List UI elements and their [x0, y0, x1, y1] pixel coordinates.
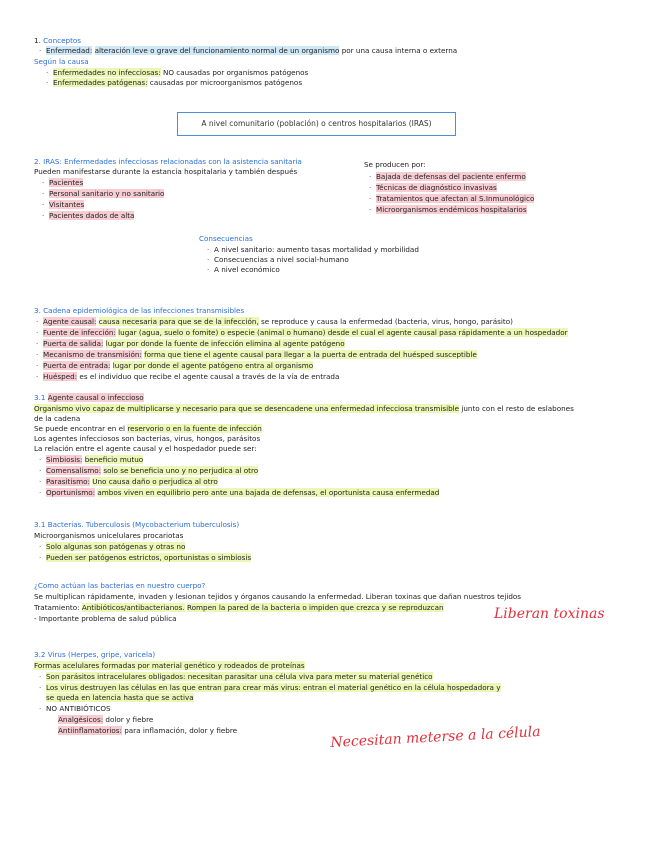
s2-right-item [376, 205, 527, 214]
s31-p2b: reservorio o en la fuente de infección [127, 424, 262, 433]
s2-title: 2. IRAS: Enfermedades infecciosas relacionadas con la asistencia sanitaria [34, 157, 302, 166]
rel-term: Parasitismo: [46, 477, 90, 486]
q-p2 [34, 603, 444, 612]
cons-title: Consecuencias [199, 234, 253, 243]
chain-def: causa necesaria para que se de la infección, [98, 317, 259, 326]
chain-def: lugar por donde la fuente de infección elimina al agente patógeno [105, 339, 345, 348]
pat-def: causadas por microorganismos patógenos [149, 78, 303, 87]
bact-item-text: Solo algunas son patógenas y otras no [46, 542, 186, 551]
s2-left-item [49, 178, 83, 187]
noinf-line [53, 68, 308, 77]
s1-num: 1. [34, 36, 41, 45]
s31-p4: La relación entre el agente causal y el hospedador puede ser: [34, 444, 257, 453]
rel-item [46, 455, 143, 464]
chain-term: Puerta de entrada: [43, 361, 111, 370]
cons-item: · A nivel económico [214, 265, 280, 274]
bact-title: 3.1 Bacterias. Tuberculosis (Mycobacterium tuberculosis) [34, 520, 240, 529]
left-item-text: Pacientes dados de alta [49, 211, 135, 220]
right-item-text: Microorganismos endémicos hospitalarios [376, 205, 527, 214]
q-p1: Se multiplican rápidamente, invaden y lesionan tejidos y órganos causando la enfermedad. Liberan toxinas que dañan nuestros tejidos [34, 592, 522, 601]
s31-p1 [34, 404, 574, 413]
virus-p1-text: Formas acelulares formadas por material genético y rodeados de proteínas [34, 661, 305, 670]
left-item-text: Pacientes [49, 178, 84, 187]
q-p2-def: Rompen la pared de la bacteria o impiden que crezca y se reproduzcan [186, 603, 444, 612]
s31-p2a: Se puede encontrar en el [34, 424, 126, 433]
pat-line [53, 78, 302, 87]
right-item-text: Tratamientos que afectan al S.Inmunológico [376, 194, 535, 203]
noinf-def: NO causadas por organismos patógenos [162, 68, 309, 77]
q-title: ¿Como actúan las bacterias en nuestro cuerpo? [34, 581, 206, 590]
bact-item-text: Pueden ser patógenos estrictos, oportunistas o simbiosis [46, 553, 252, 562]
chain-rest: se reproduce y causa la enfermedad (bacteria, virus, hongo, parásito) [261, 317, 513, 326]
bact-item [46, 553, 251, 562]
chain-def: lugar por donde el agente patógeno entra al organismo [112, 361, 314, 370]
no-antibioticos: · NO ANTIBIÓTICOS [46, 704, 111, 713]
virus-item-text: se queda en latencia hasta que se activa [46, 693, 194, 702]
s31-title: Agente causal o infeccioso [47, 393, 144, 402]
rel-item [46, 466, 258, 475]
left-item-text: Visitantes [49, 200, 85, 209]
q-p2-mid: Antibióticos/antibacterianos. [81, 603, 185, 612]
s31-p1b: de la cadena [34, 414, 81, 423]
virus-item-cont [46, 693, 194, 702]
enf-tail: por una causa interna o externa [341, 46, 458, 55]
rel-def: Uno causa daño o perjudica al otro [92, 477, 218, 486]
virus-sub [58, 715, 153, 724]
s1-title: Conceptos [43, 36, 82, 45]
rel-def: beneficio mutuo [84, 455, 144, 464]
s31-num: 3.1 [34, 393, 46, 402]
virus-title: 3.2 Virus (Herpes, gripe, varicela) [34, 650, 156, 659]
s2-right-item [376, 183, 497, 192]
rel-item [46, 488, 439, 497]
s2-intro: Pueden manifestarse durante la estancia hospitalaria y también después [34, 167, 298, 176]
s1-enfermedad [46, 46, 457, 55]
chain-item [43, 328, 568, 337]
s1-heading [34, 36, 81, 45]
chain-term: Agente causal: [43, 317, 97, 326]
sub-term: Analgésicos: [58, 715, 104, 724]
chain-term: Puerta de salida: [43, 339, 104, 348]
s2-right-item [376, 172, 526, 181]
s2-left-item [49, 211, 134, 220]
nivel-box: A nivel comunitario (población) o centros hospitalarios (IRAS) [177, 112, 456, 136]
q-p3: - Importante problema de salud pública [34, 614, 177, 623]
chain-def: es el individuo que recibe el agente causal a través de la vía de entrada [79, 372, 340, 381]
chain-def: lugar (agua, suelo o fomite) o especie (animal o humano) desde el cual el agente causal pasa rápidamente a un hospedador [118, 328, 568, 337]
chain-item [43, 317, 513, 326]
rel-term: Oportunismo: [46, 488, 96, 497]
enf-term: Enfermedad: [46, 46, 93, 55]
virus-item [46, 683, 501, 692]
s31-p1-hl: Organismo vivo capaz de multiplicarse y necesario para que se desencadene una enfermedad infecciosa transmisible [34, 404, 460, 413]
virus-item-text: Son parásitos intracelulares obligados: necesitan parasitar una célula viva para meter su material genético [46, 672, 433, 681]
noinf-term: Enfermedades no infecciosas: [53, 68, 161, 77]
s2-left-item [49, 189, 164, 198]
sub-def: dolor y fiebre [105, 715, 154, 724]
virus-item-text: Los virus destruyen las células en las que entran para crear más virus: entran el material genético en la célula hospedadora y [46, 683, 501, 692]
rel-def: ambos viven en equilibrio pero ante una bajada de defensas, el oportunista causa enfermedad [97, 488, 440, 497]
s31-p1-tail: junto con el resto de eslabones [461, 404, 574, 413]
cons-item: · A nivel sanitario: aumento tasas mortalidad y morbilidad [214, 245, 419, 254]
s31-p2 [34, 424, 262, 433]
virus-sub [58, 726, 237, 735]
handwritten-note-toxinas: Liberan toxinas [494, 606, 605, 622]
chain-term: Mecanismo de transmisión: [43, 350, 142, 359]
pat-term: Enfermedades patógenas: [53, 78, 148, 87]
s2-right-item [376, 194, 534, 203]
chain-term: Fuente de infección: [43, 328, 116, 337]
q-p2-term: Tratamiento: [34, 603, 80, 612]
sub-term: Antiinflamatorios: [58, 726, 122, 735]
rel-def: solo se beneficia uno y no perjudica al otro [103, 466, 259, 475]
chain-item [43, 372, 339, 381]
segun-causa: Según la causa [34, 57, 89, 66]
chain-item [43, 339, 345, 348]
left-item-text: Personal sanitario y no sanitario [49, 189, 165, 198]
rel-term: Simbiosis: [46, 455, 83, 464]
virus-p1 [34, 661, 305, 670]
cons-item: · Consecuencias a nivel social-humano [214, 255, 349, 264]
s31-heading [34, 393, 144, 402]
enf-def: alteración leve o grave del funcionamiento normal de un organismo [94, 46, 340, 55]
chain-item [43, 350, 477, 359]
virus-item [46, 672, 433, 681]
s3-title: 3. Cadena epidemiológica de las infecciones transmisibles [34, 306, 245, 315]
s2-right-title: Se producen por: [364, 160, 426, 169]
s2-left-item [49, 200, 84, 209]
chain-term: Huésped: [43, 372, 78, 381]
right-item-text: Bajada de defensas del paciente enfermo [376, 172, 526, 181]
sub-def: para inflamación, dolor y fiebre [124, 726, 238, 735]
bact-item [46, 542, 185, 551]
handwritten-note-celula: Necesitan meterse a la célula [330, 723, 541, 751]
rel-item [46, 477, 218, 486]
rel-term: Comensalismo: [46, 466, 102, 475]
right-item-text: Técnicas de diagnóstico invasivas [376, 183, 497, 192]
s31-p3: Los agentes infecciosos son bacterias, virus, hongos, parásitos [34, 434, 261, 443]
chain-item [43, 361, 313, 370]
chain-def: forma que tiene el agente causal para llegar a la puerta de entrada del huésped susceptible [144, 350, 477, 359]
bact-p1: Microorganismos unicelulares procariotas [34, 531, 184, 540]
